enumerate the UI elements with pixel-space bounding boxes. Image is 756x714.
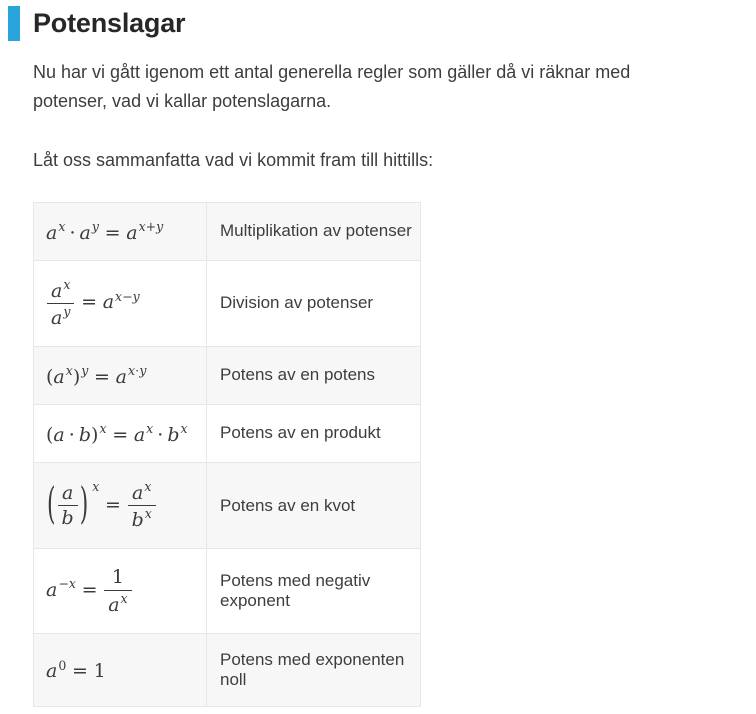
formula: $a^0 = 1$ xyxy=(46,657,106,683)
formula: ( $\frac{a}{b}$ ) $^x$= $\frac{a^x}{b^x}$ xyxy=(46,494,157,516)
formula-cell xyxy=(34,347,207,405)
formula-cell xyxy=(34,203,207,261)
power-rules-tbody xyxy=(34,203,421,707)
formula: $\frac{a^x}{a^y}$ = $a^{x-y}$ xyxy=(46,291,140,313)
rule-label: Multiplikation av potenser xyxy=(207,203,421,261)
formula-cell xyxy=(34,633,207,706)
table-row xyxy=(34,260,421,346)
formula: $(a^x)^y = a^{x\cdot y}$ xyxy=(46,363,147,388)
table-row xyxy=(34,462,421,549)
formula: $a^{-x}$ = $\frac{1}{a^x}$ xyxy=(46,579,133,601)
doc-header xyxy=(8,6,756,41)
page-title: Potenslagar xyxy=(33,8,186,38)
table-row xyxy=(34,633,421,706)
power-rules-table xyxy=(33,202,421,707)
rule-label: Potens med negativ exponent xyxy=(207,549,421,634)
table-row xyxy=(34,404,421,462)
table-row xyxy=(34,347,421,405)
intro-paragraph: Nu har vi gått igenom ett antal generella regler som gäller då vi räknar med potenser, vad vi kallar potenslagarna. xyxy=(33,62,631,111)
formula: $(a \cdot b)^x = a^x \cdot b^x$ xyxy=(46,420,188,446)
rule-label: Division av potenser xyxy=(207,260,421,346)
table-row xyxy=(34,549,421,634)
rule-label: Potens av en potens xyxy=(207,347,421,405)
rule-label: Potens av en kvot xyxy=(207,462,421,549)
summary-lead: Låt oss sammanfatta vad vi kommit fram till hittills: xyxy=(33,150,434,170)
formula-cell xyxy=(34,549,207,634)
rule-label: Potens med exponenten noll xyxy=(207,633,421,706)
table-row xyxy=(34,203,421,261)
rule-label: Potens av en produkt xyxy=(207,404,421,462)
formula-cell xyxy=(34,404,207,462)
accent-bar xyxy=(8,6,20,41)
page xyxy=(0,6,756,714)
formula-cell xyxy=(34,260,207,346)
formula-cell xyxy=(34,462,207,549)
formula: $a^x \cdot a^y = a^{x+y}$ xyxy=(46,219,164,244)
